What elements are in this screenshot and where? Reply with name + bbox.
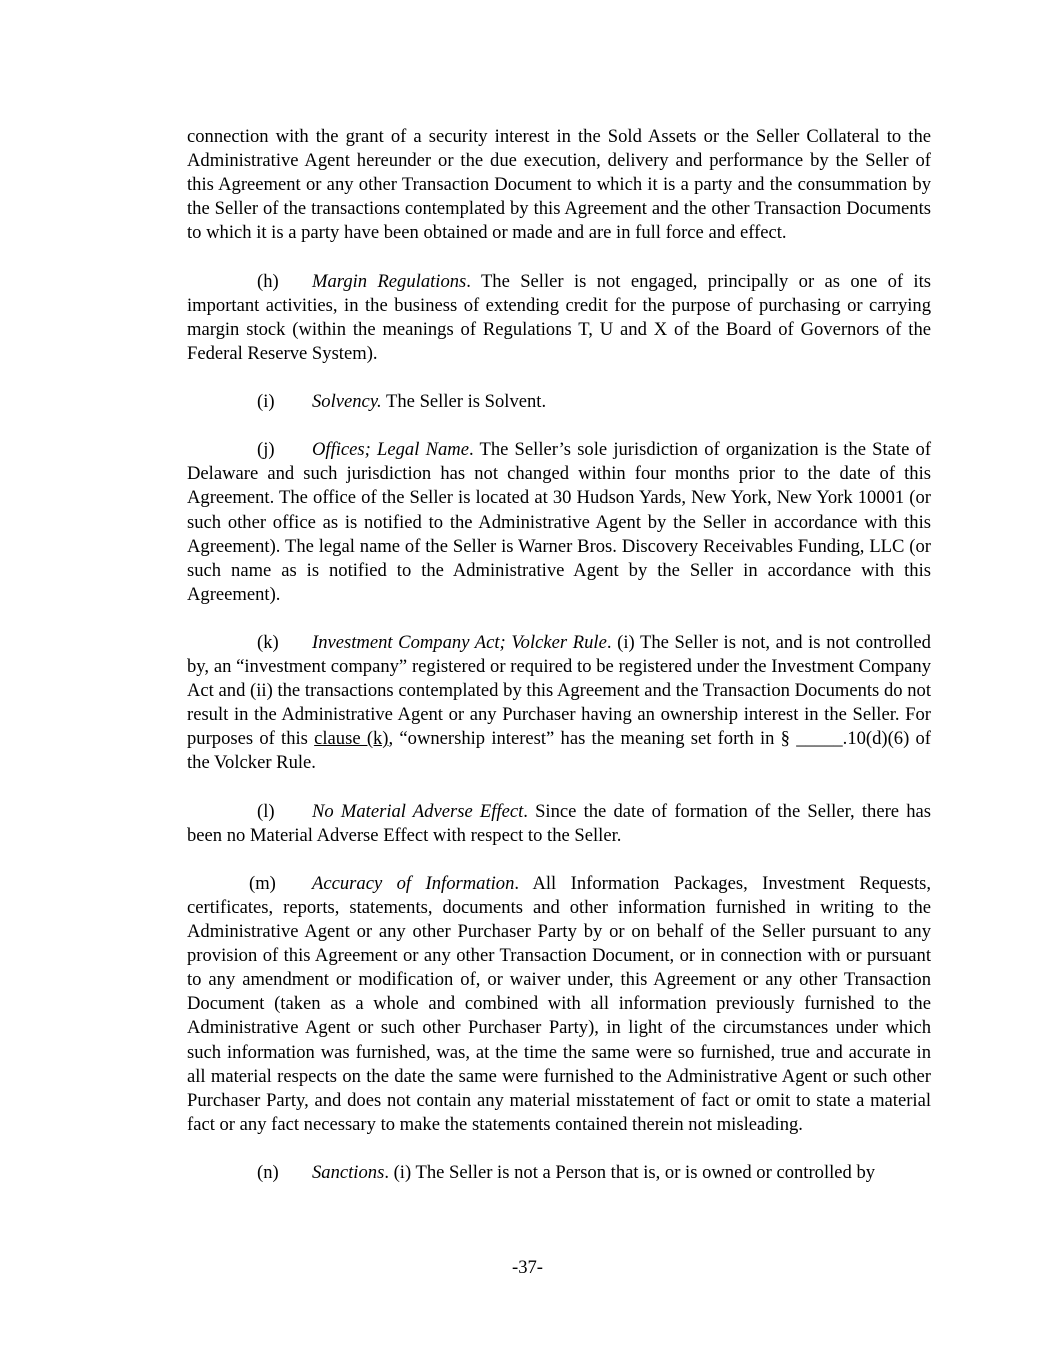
section-label: (i) (257, 391, 275, 413)
section-n-paragraph (187, 1161, 931, 1185)
clause-reference: clause (k) (314, 728, 389, 750)
section-label: (l) (257, 800, 275, 822)
section-label: (h) (257, 270, 279, 292)
section-label: (n) (257, 1162, 279, 1184)
section-l-paragraph (187, 800, 931, 848)
section-label: (k) (257, 631, 279, 653)
section-heading: Sanctions (312, 1162, 385, 1184)
section-heading: Investment Company Act; Volcker Rule (312, 631, 607, 653)
section-h-paragraph (187, 270, 931, 366)
section-m-paragraph (187, 872, 931, 1137)
section-heading: No Material Adverse Effect (312, 800, 524, 822)
section-text: . (i) The Seller is not, and is not controlled by, an “investment company” registered or required to be registered under the Investment Company Act and (ii) the transactions contemplated by this Agreement and the Transaction Documents do not result in the Administrative Agent or any Purchaser having an ownership interest in the Seller. For purposes of this (187, 631, 931, 750)
section-heading: Accuracy of Information (312, 872, 515, 894)
page-number: -37- (512, 1257, 543, 1278)
section-text: The Seller is Solvent. (381, 391, 547, 413)
section-heading: Offices; Legal Name (312, 439, 469, 461)
continuation-paragraph: connection with the grant of a security interest in the Sold Assets or the Seller Collateral to the Administrative Agent hereunder or the due execution, delivery and performance by the Seller of this Agreement or any other Transaction Document to which it is a party and the consummation by the Seller of the transactions contemplated by this Agreement and the other Transaction Documents to which it is a party have been obtained or made and are in full force and effect. (187, 126, 931, 244)
section-label: (j) (257, 439, 275, 461)
section-k-paragraph (187, 631, 931, 776)
section-i-paragraph (187, 390, 931, 414)
section-text: . Since the date of formation of the Seller, there has been no Material Adverse Effect with respect to the Seller. (187, 800, 931, 846)
section-text: . All Information Packages, Investment Requests, certificates, reports, statements, documents and other information furnished in writing to the Administrative Agent or any other Purchaser Party by or on behalf of the Seller pursuant to any provision of this Agreement or any other Transaction Document, or in connection with or pursuant to any amendment or modification of, or waiver under, this Agreement or any other Transaction Document (taken as a whole and combined with all information previously furnished to the Administrative Agent or such other Purchaser Party), in light of the circumstances under which such information was furnished, was, at the time the same were so furnished, true and accurate in all material respects on the date the same were furnished to the Administrative Agent or such other Purchaser Party, and does not contain any material misstatement of fact or omit to state a material fact or any fact necessary to make the statements contained therein not misleading. (187, 872, 932, 1135)
section-heading: Margin Regulations (312, 270, 467, 292)
section-text-after: , “ownership interest” has the meaning set forth in § _____.10(d)(6) of the Volcker Rule. (187, 728, 932, 774)
section-text: . The Seller is not engaged, principally or as one of its important activities, in the business of extending credit for the purpose of purchasing or carrying margin stock (within the meanings of Regulations T, U and X of the Board of Governors of the Federal Reserve System). (187, 270, 931, 364)
document-body (187, 125, 931, 1209)
section-heading: Solvency. (312, 391, 382, 413)
section-j-paragraph (187, 438, 931, 607)
section-text: . The Seller’s sole jurisdiction of organization is the State of Delaware and such jurisdiction has not changed within four months prior to the date of this Agreement. The office of the Seller is located at 30 Hudson Yards, New York, New York 10001 (or such other office as is notified to the Administrative Agent by the Seller in accordance with this Agreement). The legal name of the Seller is Warner Bros. Discovery Receivables Funding, LLC (or such name as is notified to the Administrative Agent by the Seller in accordance with this Agreement). (187, 439, 932, 605)
section-text: . (i) The Seller is not a Person that is, or is owned or controlled by (384, 1162, 876, 1184)
section-label: (m) (249, 872, 276, 894)
